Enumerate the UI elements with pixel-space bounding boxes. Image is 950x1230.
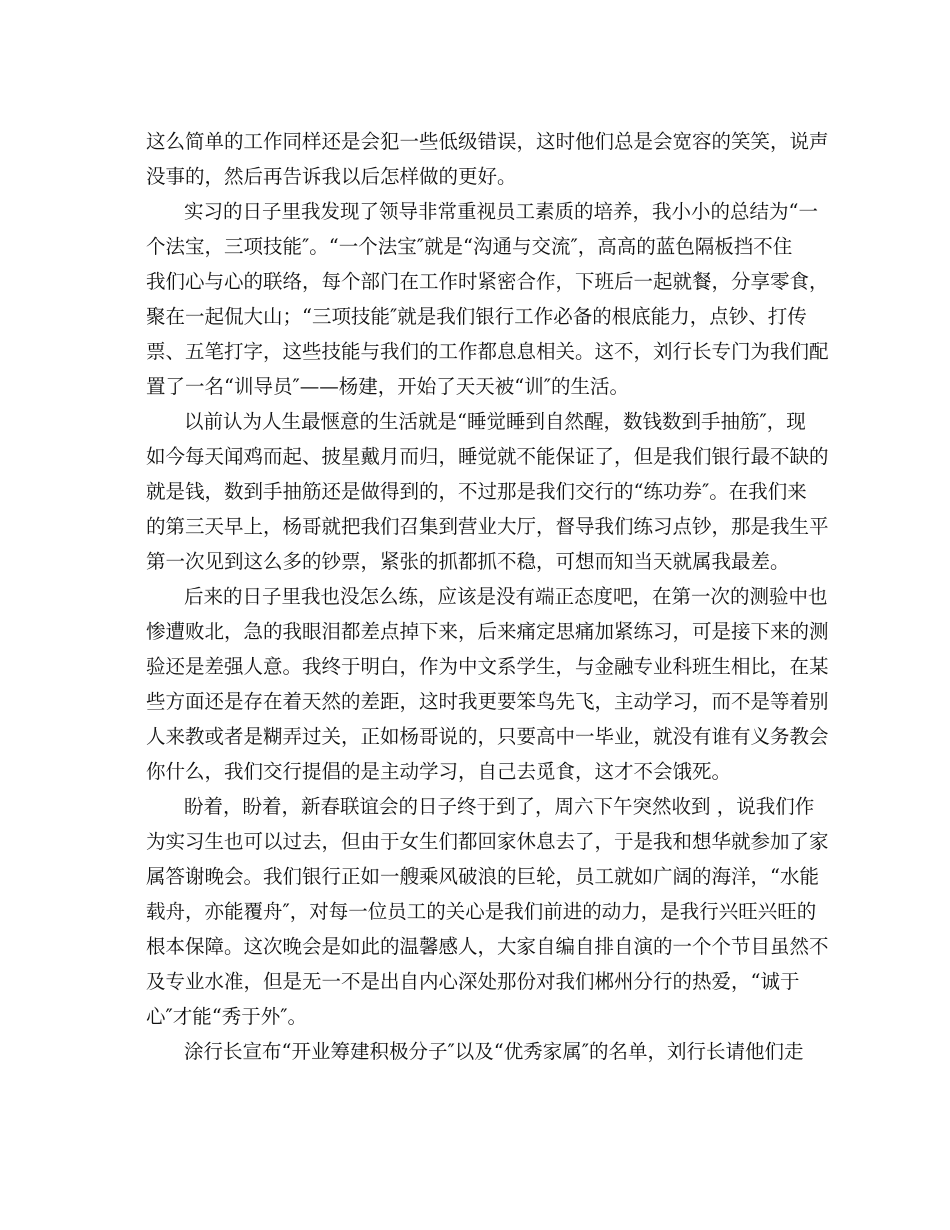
text-line: 就是钱，数到手抽筋还是做得到的，不过那是我们交行的“练功券″。在我们来: [146, 480, 807, 503]
text-line: 惨遭败北，急的我眼泪都差点掉下来，后来痛定思痛加紧练习，可是接下来的测: [146, 620, 829, 643]
text-line: 属答谢晚会。我们银行正如一艘乘风破浪的巨轮，员工就如广阔的海洋，“水能: [146, 865, 819, 888]
text-line: 以前认为人生最惬意的生活就是“睡觉睡到自然醒，数钱数到手抽筋″，现: [184, 410, 806, 433]
text-line: 实习的日子里我发现了领导非常重视员工素质的培养，我小小的总结为“一: [184, 200, 818, 223]
paragraph-2: [146, 194, 829, 404]
text-line: 为实习生也可以过去，但由于女生们都回家休息去了，于是我和想华就参加了家: [146, 830, 829, 853]
text-line: 置了一名“训导员″——杨建，开始了天天被“训″的生活。: [146, 375, 630, 398]
paragraph-5: [146, 789, 829, 1034]
document-body: [146, 124, 829, 1069]
text-line: 些方面还是存在着天然的差距，这时我更要笨鸟先飞，主动学习，而不是等着别: [146, 690, 829, 713]
paragraph-3: [146, 404, 829, 579]
paragraph-1: [146, 124, 829, 194]
paragraph-4: [146, 579, 829, 789]
text-line: 我们心与心的联络，每个部门在工作时紧密合作，下班后一起就餐，分享零食，: [146, 270, 829, 293]
text-line: 如今每天闻鸡而起、披星戴月而归，睡觉就不能保证了，但是我们银行最不缺的: [146, 445, 829, 468]
text-line: 人来教或者是糊弄过关，正如杨哥说的，只要高中一毕业，就没有谁有义务教会: [146, 725, 829, 748]
text-line: 没事的，然后再告诉我以后怎样做的更好。: [146, 165, 517, 188]
text-line: 第一次见到这么多的钞票，紧张的抓都抓不稳，可想而知当天就属我最差。: [146, 550, 790, 573]
text-line: 的第三天早上，杨哥就把我们召集到营业大厅，督导我们练习点钞，那是我生平: [146, 515, 829, 538]
text-line: 你什么，我们交行提倡的是主动学习，自己去觅食，这才不会饿死。: [146, 760, 732, 783]
paragraph-6: [146, 1034, 802, 1069]
text-line: 这么简单的工作同样还是会犯一些低级错误，这时他们总是会宽容的笑笑，说声: [146, 130, 829, 153]
text-line: 个法宝，三项技能″。“一个法宝″就是“沟通与交流″，高高的蓝色隔板挡不住: [146, 235, 793, 258]
text-line: 载舟，亦能覆舟″，对每一位员工的关心是我们前进的动力，是我行兴旺兴旺的: [146, 900, 817, 923]
text-line: 涂行长宣布“开业筹建积极分子″以及“优秀家属″的名单，刘行长请他们走: [184, 1040, 804, 1063]
text-line: 验还是差强人意。我终于明白，作为中文系学生，与金融专业科班生相比，在某: [146, 655, 829, 678]
text-line: 后来的日子里我也没怎么练，应该是没有端正态度吧，在第一次的测验中也: [184, 585, 828, 608]
text-line: 心″才能“秀于外″。: [146, 1005, 308, 1028]
text-line: 聚在一起侃大山；“三项技能″就是我们银行工作必备的根底能力，点钞、打传: [146, 305, 807, 328]
text-line: 票、五笔打字，这些技能与我们的工作都息息相关。这不，刘行长专门为我们配: [146, 340, 829, 363]
text-line: 盼着，盼着，新春联谊会的日子终于到了，周六下午突然收到 ，说我们作: [184, 795, 815, 818]
text-line: 根本保障。这次晚会是如此的温馨感人，大家自编自排自演的一个个节目虽然不: [146, 935, 829, 958]
text-line: 及专业水准，但是无一不是出自内心深处那份对我们郴州分行的热爱，“诚于: [146, 970, 800, 993]
